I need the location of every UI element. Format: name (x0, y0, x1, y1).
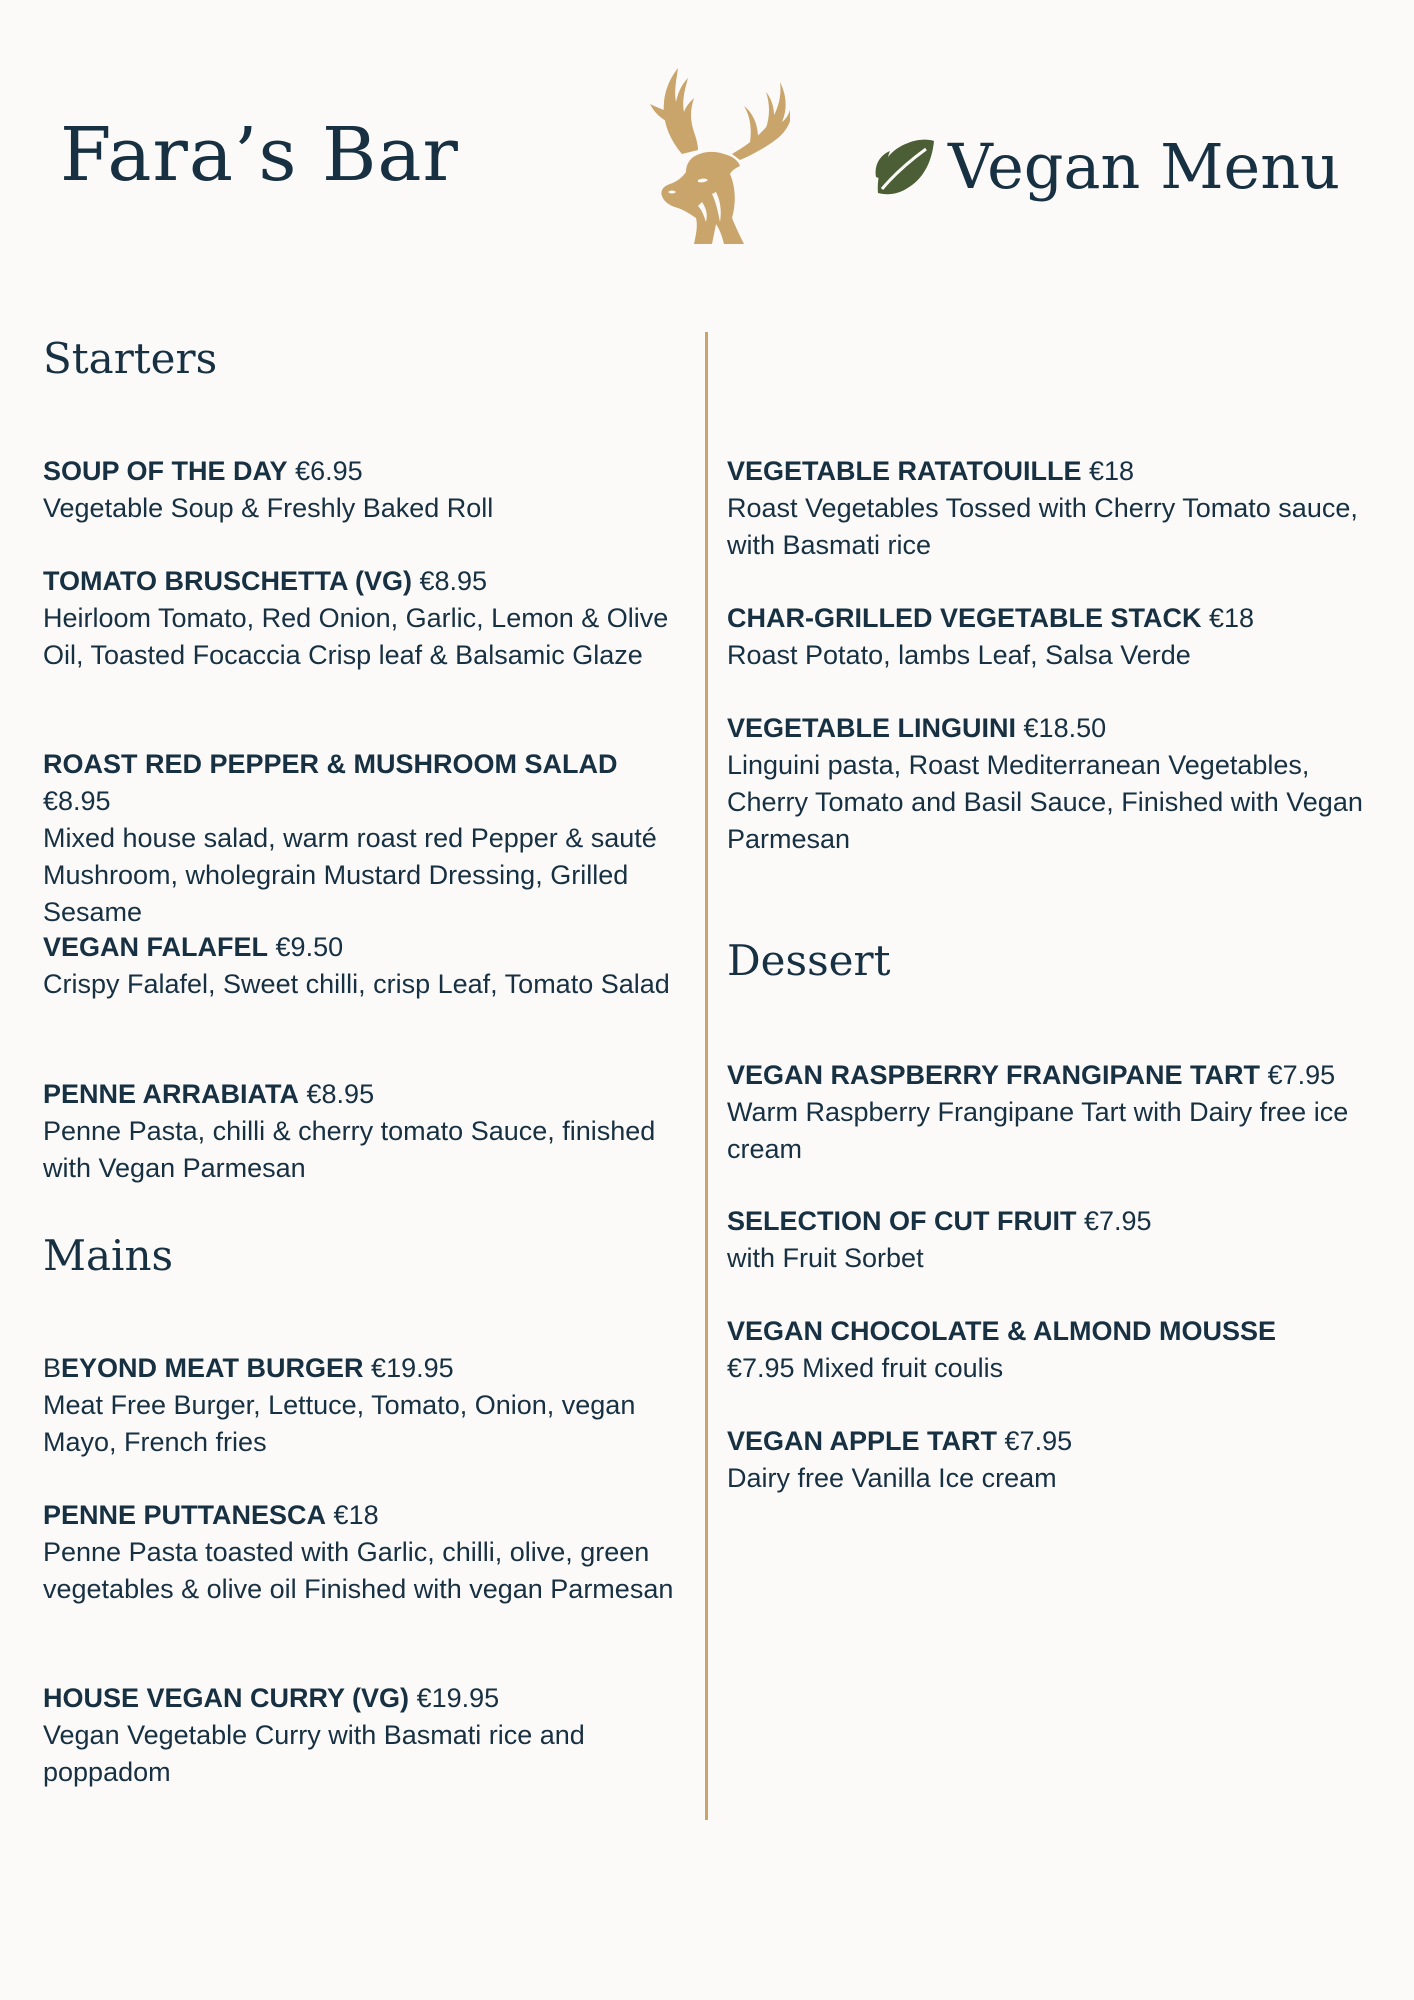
item-description: Vegan Vegetable Curry with Basmati rice and poppadom (43, 1720, 585, 1787)
menu-item (43, 1350, 683, 1461)
bar-name-title: Fara’s Bar (60, 112, 459, 198)
column-divider (705, 332, 708, 1820)
item-description: Mixed fruit coulis (802, 1353, 1004, 1383)
item-name: ROAST RED PEPPER & MUSHROOM SALAD (43, 749, 618, 779)
item-name: TOMATO BRUSCHETTA (VG) (43, 566, 412, 596)
menu-title (874, 130, 1341, 203)
item-price: €6.95 (295, 456, 363, 486)
item-price: €18 (1209, 603, 1255, 633)
leaf-icon (874, 137, 936, 197)
item-price: €18.50 (1023, 713, 1107, 743)
item-description: Roast Potato, lambs Leaf, Salsa Verde (727, 640, 1191, 670)
item-name-prefix: B (43, 1353, 62, 1383)
item-price: €8.95 (306, 1079, 375, 1109)
menu-item (727, 1313, 1276, 1387)
menu-item (43, 929, 670, 1003)
menu-item (727, 1203, 1152, 1277)
menu-item (43, 453, 493, 527)
item-description-line (727, 1350, 1276, 1387)
item-description: Penne Pasta toasted with Garlic, chilli, olive, green vegetables & olive oil Finished with vegan Parmesan (43, 1537, 674, 1604)
menu-item (43, 1680, 683, 1791)
item-description: Meat Free Burger, Lettuce, Tomato, Onion, vegan Mayo, French fries (43, 1390, 636, 1457)
item-description: Crispy Falafel, Sweet chilli, crisp Leaf, Tomato Salad (43, 969, 670, 999)
item-price: €9.50 (275, 932, 344, 962)
item-description: with Fruit Sorbet (727, 1243, 924, 1273)
menu-item (727, 600, 1254, 674)
item-name: VEGAN FALAFEL (43, 932, 269, 962)
item-name: VEGETABLE RATATOUILLE (727, 456, 1082, 486)
menu-title-text: Vegan Menu (948, 130, 1341, 203)
item-description: Dairy free Vanilla Ice cream (727, 1463, 1057, 1493)
item-price: €18 (333, 1500, 379, 1530)
item-description: Linguini pasta, Roast Mediterranean Vegetables, Cherry Tomato and Basil Sauce, Finished with Vegan Parmesan (727, 750, 1363, 854)
item-price: €18 (1089, 456, 1135, 486)
item-price: €19.95 (371, 1353, 454, 1383)
item-price: €7.95 (1004, 1426, 1073, 1456)
item-price: €8.95 (419, 566, 488, 596)
item-name: PENNE PUTTANESCA (43, 1500, 327, 1530)
item-description: Heirloom Tomato, Red Onion, Garlic, Lemon & Olive Oil, Toasted Focaccia Crisp leaf & Balsamic Glaze (43, 603, 669, 670)
section-title-starters: Starters (43, 334, 218, 383)
menu-item (727, 1423, 1072, 1497)
item-name: VEGAN APPLE TART (727, 1426, 998, 1456)
menu-item (43, 1497, 683, 1608)
section-title-dessert: Dessert (727, 936, 891, 985)
item-name: PENNE ARRABIATA (43, 1079, 299, 1109)
item-name: VEGETABLE LINGUINI (727, 713, 1017, 743)
item-name: EYOND MEAT BURGER (61, 1353, 364, 1383)
item-price: €8.95 (43, 786, 111, 816)
item-description: Vegetable Soup & Freshly Baked Roll (43, 493, 494, 523)
item-name: VEGAN CHOCOLATE & ALMOND MOUSSE (727, 1316, 1277, 1346)
menu-item (727, 453, 1367, 564)
menu-item (727, 1057, 1367, 1168)
item-name: CHAR-GRILLED VEGETABLE STACK (727, 603, 1202, 633)
menu-item (43, 563, 683, 674)
item-name: SOUP OF THE DAY (43, 456, 288, 486)
item-price: €7.95 (727, 1353, 795, 1383)
item-price: €19.95 (416, 1683, 500, 1713)
item-price: €7.95 (1267, 1060, 1336, 1090)
item-name: HOUSE VEGAN CURRY (VG) (43, 1683, 410, 1713)
menu-item (727, 710, 1367, 858)
item-name: SELECTION OF CUT FRUIT (727, 1206, 1077, 1236)
stag-head-logo-icon (640, 62, 790, 244)
menu-item (43, 1076, 683, 1187)
item-price: €7.95 (1084, 1206, 1152, 1236)
section-title-mains: Mains (43, 1231, 174, 1280)
item-description: Mixed house salad, warm roast red Pepper & sauté Mushroom, wholegrain Mustard Dressing, Grilled Sesame (43, 823, 657, 927)
item-name: VEGAN RASPBERRY FRANGIPANE TART (727, 1060, 1261, 1090)
menu-item (43, 746, 683, 931)
item-description: Roast Vegetables Tossed with Cherry Tomato sauce, with Basmati rice (727, 493, 1358, 560)
item-description: Penne Pasta, chilli & cherry tomato Sauce, finished with Vegan Parmesan (43, 1116, 656, 1183)
item-description: Warm Raspberry Frangipane Tart with Dairy free ice cream (727, 1097, 1349, 1164)
